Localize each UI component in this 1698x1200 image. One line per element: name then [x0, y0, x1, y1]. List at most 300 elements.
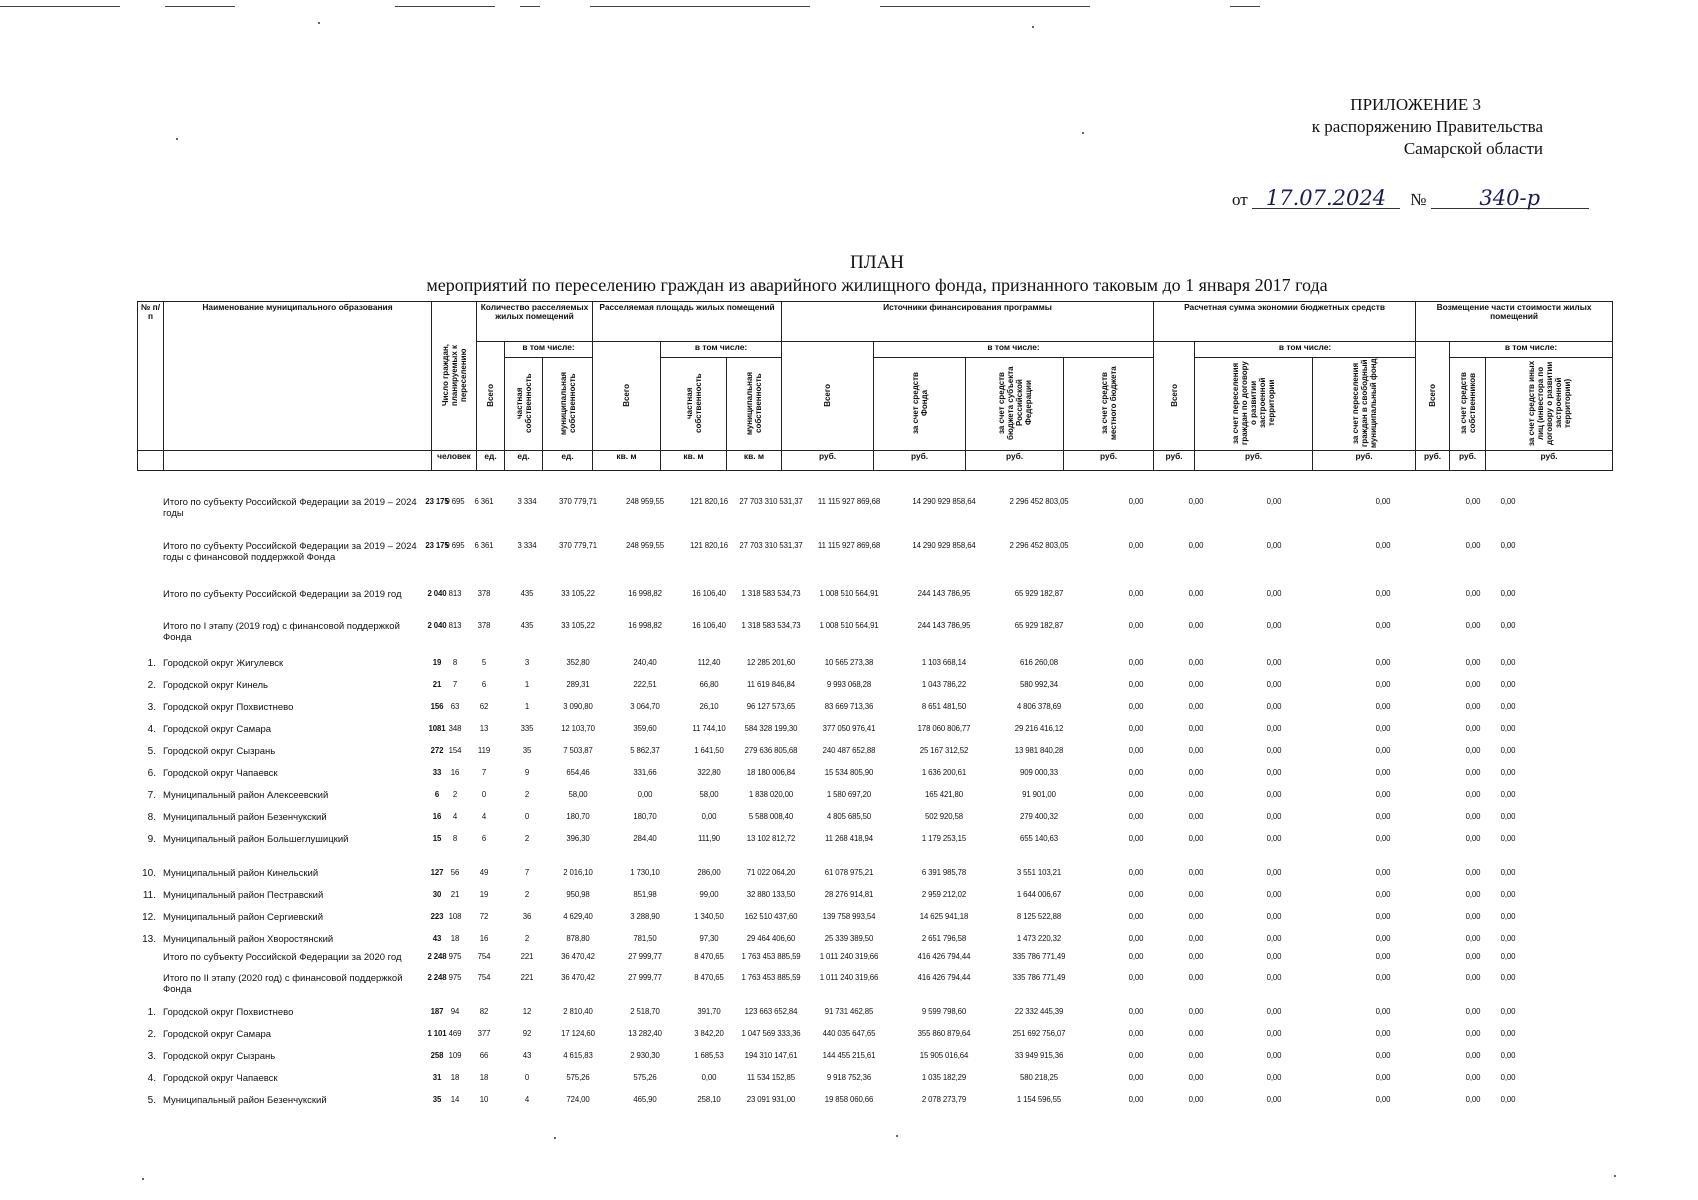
row-value-cell: 10 565 273,38 — [824, 658, 874, 667]
row-number: 8. — [147, 812, 156, 823]
row-value-cell: 2 — [524, 890, 530, 899]
row-value-cell: 19 — [432, 658, 442, 667]
row-value-cell: 43 — [522, 1051, 532, 1060]
row-value-cell: 6 391 985,78 — [921, 868, 967, 877]
row-value-cell: 119 — [477, 746, 491, 755]
row-value-cell: 0,00 — [1128, 1073, 1144, 1082]
row-value-cell: 32 880 133,50 — [746, 890, 796, 899]
row-value-cell: 2 651 796,58 — [921, 934, 967, 943]
row-value-cell: 17 124,60 — [561, 1029, 595, 1038]
row-value-cell: 0,00 — [1266, 746, 1282, 755]
row-value-cell: 11 115 927 869,68 — [817, 497, 881, 506]
row-value-cell: 331,66 — [633, 768, 657, 777]
row-value-cell: 0,00 — [1266, 812, 1282, 821]
row-value-cell: 4 629,40 — [563, 912, 593, 921]
row-value-cell: 0,00 — [1128, 724, 1144, 733]
row-value-cell: 2 040 — [427, 589, 447, 598]
row-value-cell: 465,90 — [633, 1095, 657, 1104]
row-municipality-name: Муниципальный район Хворостянский — [163, 934, 334, 945]
row-value-cell: 0,00 — [1500, 1095, 1516, 1104]
row-value-cell: 244 143 786,95 — [917, 589, 971, 598]
row-value-cell: 0,00 — [1266, 912, 1282, 921]
row-value-cell: 0,00 — [1500, 589, 1516, 598]
row-value-cell: 0,00 — [1266, 1029, 1282, 1038]
row-value-cell: 335 786 771,49 — [1012, 973, 1066, 982]
row-value-cell: 0,00 — [1465, 724, 1481, 733]
row-value-cell: 2 959 212,02 — [921, 890, 967, 899]
row-value-cell: 6 361 — [474, 541, 494, 550]
row-value-cell: 49 — [479, 868, 489, 877]
row-value-cell: 0,00 — [1375, 1051, 1391, 1060]
row-value-cell: 7 — [452, 680, 458, 689]
row-value-cell: 91 901,00 — [1022, 790, 1056, 799]
row-value-cell: 144 455 215,61 — [822, 1051, 876, 1060]
header-group-area: Расселяемая площадь жилых помещений — [593, 302, 782, 342]
row-value-cell: 975 — [448, 973, 462, 982]
row-value-cell: 359,60 — [633, 724, 657, 733]
row-value-cell: 2 248 — [427, 973, 447, 982]
row-value-cell: 391,70 — [697, 1007, 721, 1016]
row-value-cell: 139 758 993,54 — [822, 912, 876, 921]
row-value-cell: 18 — [450, 934, 460, 943]
row-value-cell: 9 695 — [445, 541, 465, 550]
row-value-cell: 0,00 — [1266, 1095, 1282, 1104]
row-value-cell: 0,00 — [1188, 680, 1204, 689]
row-number: 3. — [147, 1051, 156, 1062]
row-value-cell: 121 820,16 — [689, 541, 729, 550]
row-value-cell: 0,00 — [1266, 868, 1282, 877]
row-value-cell: 0,00 — [1375, 890, 1391, 899]
row-value-cell: 12 103,70 — [561, 724, 595, 733]
row-value-cell: 1 644 006,67 — [1016, 890, 1062, 899]
row-value-cell: 813 — [448, 589, 462, 598]
row-value-cell: 0,00 — [1465, 658, 1481, 667]
row-value-cell: 878,80 — [566, 934, 590, 943]
row-value-cell: 0,00 — [1266, 724, 1282, 733]
row-value-cell: 0,00 — [1500, 1007, 1516, 1016]
row-value-cell: 352,80 — [566, 658, 590, 667]
row-value-cell: 8 470,65 — [694, 973, 724, 982]
row-value-cell: 82 — [479, 1007, 489, 1016]
header-group-economy: Расчетная сумма экономии бюджетных средств — [1154, 302, 1416, 342]
plan-table-header — [137, 301, 1613, 471]
row-value-cell: 0,00 — [1188, 1029, 1204, 1038]
row-value-cell: 435 — [520, 621, 534, 630]
row-value-cell: 7 — [524, 868, 530, 877]
row-value-cell: 0,00 — [1188, 868, 1204, 877]
row-value-cell: 0,00 — [1500, 702, 1516, 711]
row-value-cell: 36 — [522, 912, 532, 921]
row-number: 5. — [147, 746, 156, 757]
header-fin-local: за счет средств местного бюджета — [1064, 358, 1154, 451]
row-municipality-name: Муниципальный район Безенчукский — [163, 1095, 327, 1106]
row-value-cell: 0,00 — [1266, 973, 1282, 982]
table-row — [137, 826, 1611, 850]
row-value-cell: 0,00 — [1128, 912, 1144, 921]
row-value-cell: 31 — [432, 1073, 442, 1082]
row-value-cell: 370 779,71 — [558, 541, 598, 550]
header-incl: в том числе: — [1195, 342, 1416, 358]
row-value-cell: 248 959,55 — [625, 541, 665, 550]
row-value-cell: 0,00 — [1465, 790, 1481, 799]
row-value-cell: 0,00 — [1188, 912, 1204, 921]
row-value-cell: 355 860 879,64 — [917, 1029, 971, 1038]
row-value-cell: 156 — [430, 702, 444, 711]
row-value-cell: 2 — [452, 790, 458, 799]
row-value-cell: 63 — [450, 702, 460, 711]
row-value-cell: 92 — [522, 1029, 532, 1038]
row-value-cell: 33 105,22 — [561, 589, 595, 598]
row-value-cell: 0,00 — [1375, 541, 1391, 550]
row-value-cell: 6 — [481, 834, 487, 843]
unit-cell: кв. м — [661, 451, 727, 471]
unit-cell: руб. — [1450, 451, 1486, 471]
row-municipality-name: Итого по субъекту Российской Федерации за 2019 – 2024 годы с финансовой поддержкой Фонда — [163, 541, 417, 563]
row-value-cell: 19 — [479, 890, 489, 899]
row-value-cell: 108 — [448, 912, 462, 921]
date-prefix: от — [1232, 190, 1248, 209]
row-value-cell: 0,00 — [1500, 724, 1516, 733]
row-municipality-name: Городской округ Сызрань — [163, 1051, 276, 1062]
row-value-cell: 2 040 — [427, 621, 447, 630]
row-value-cell: 584 328 199,30 — [744, 724, 798, 733]
row-value-cell: 0,00 — [1188, 621, 1204, 630]
row-value-cell: 6 — [434, 790, 440, 799]
row-number: 12. — [142, 912, 156, 923]
row-value-cell: 289,31 — [566, 680, 590, 689]
row-value-cell: 0,00 — [1465, 746, 1481, 755]
header-econ-total: Всего — [1154, 342, 1195, 451]
unit-cell: руб. — [1195, 451, 1313, 471]
row-value-cell: 25 339 389,50 — [824, 934, 874, 943]
row-value-cell: 23 091 931,00 — [746, 1095, 796, 1104]
row-municipality-name: Итого по субъекту Российской Федерации за 2020 год — [163, 952, 402, 963]
row-value-cell: 1 101 — [427, 1029, 447, 1038]
row-value-cell: 0,00 — [1188, 497, 1204, 506]
row-value-cell: 0,00 — [1375, 834, 1391, 843]
row-value-cell: 23 175 — [425, 541, 449, 550]
row-value-cell: 66,80 — [699, 680, 719, 689]
row-value-cell: 11 619 846,84 — [747, 680, 795, 689]
header-area-total: Всего — [593, 342, 661, 451]
row-value-cell: 0,00 — [1188, 934, 1204, 943]
row-value-cell: 0,00 — [1128, 658, 1144, 667]
row-value-cell: 65 929 182,87 — [1014, 589, 1064, 598]
row-value-cell: 4 806 378,69 — [1016, 702, 1062, 711]
row-value-cell: 21 — [432, 680, 442, 689]
row-value-cell: 0,00 — [1465, 1029, 1481, 1038]
plan-subtitle: мероприятий по переселению граждан из аварийного жилищного фонда, признанного таковым до 1 января 2017 года — [426, 275, 1328, 295]
row-value-cell: 975 — [448, 952, 462, 961]
row-value-cell: 112,40 — [697, 658, 721, 667]
row-value-cell: 240 487 652,88 — [822, 746, 876, 755]
row-value-cell: 36 470,42 — [561, 973, 595, 982]
row-value-cell: 279 400,32 — [1019, 812, 1059, 821]
header-fin-total: Всего — [782, 342, 874, 451]
row-value-cell: 1 763 453 885,59 — [741, 952, 801, 961]
row-value-cell: 0,00 — [1375, 912, 1391, 921]
row-number: 7. — [147, 790, 156, 801]
row-value-cell: 0,00 — [1266, 621, 1282, 630]
row-value-cell: 2 078 273,79 — [921, 1095, 967, 1104]
row-value-cell: 29 464 406,60 — [746, 934, 796, 943]
row-value-cell: 0,00 — [1128, 746, 1144, 755]
row-value-cell: 0,00 — [1188, 658, 1204, 667]
row-value-cell: 14 — [450, 1095, 460, 1104]
row-value-cell: 0,00 — [1500, 973, 1516, 982]
row-value-cell: 3 842,20 — [694, 1029, 724, 1038]
row-value-cell: 7 — [481, 768, 487, 777]
row-value-cell: 754 — [477, 952, 491, 961]
row-municipality-name: Муниципальный район Большеглушицкий — [163, 834, 349, 845]
row-value-cell: 0,00 — [1266, 934, 1282, 943]
row-municipality-name: Городской округ Чапаевск — [163, 1073, 278, 1084]
header-group-finance: Источники финансирования программы — [782, 302, 1154, 342]
unit-cell: ед. — [477, 451, 505, 471]
row-value-cell: 1 043 786,22 — [921, 680, 967, 689]
row-value-cell: 0,00 — [1465, 768, 1481, 777]
row-value-cell: 165 421,80 — [924, 790, 964, 799]
header-fin-fund: за счет средств Фонда — [874, 358, 966, 451]
row-value-cell: 0,00 — [1188, 890, 1204, 899]
row-value-cell: 18 — [479, 1073, 489, 1082]
row-value-cell: 180,70 — [566, 812, 590, 821]
row-municipality-name: Городской округ Сызрань — [163, 746, 276, 757]
row-municipality-name: Городской округ Самара — [163, 1029, 272, 1040]
row-value-cell: 0,00 — [1128, 1095, 1144, 1104]
row-value-cell: 3 288,90 — [630, 912, 660, 921]
row-value-cell: 33 949 915,36 — [1014, 1051, 1064, 1060]
row-value-cell: 575,26 — [633, 1073, 657, 1082]
row-value-cell: 0,00 — [1128, 1029, 1144, 1038]
table-total-row — [137, 494, 1611, 518]
row-value-cell: 0,00 — [1266, 790, 1282, 799]
row-value-cell: 16 998,82 — [628, 621, 662, 630]
row-value-cell: 0,00 — [1266, 768, 1282, 777]
row-value-cell: 0,00 — [1266, 834, 1282, 843]
row-value-cell: 1 838 020,00 — [748, 790, 794, 799]
row-value-cell: 370 779,71 — [558, 497, 598, 506]
row-value-cell: 0 — [524, 812, 530, 821]
row-value-cell: 0,00 — [1188, 541, 1204, 550]
scan-speck — [176, 138, 178, 140]
row-value-cell: 0,00 — [1188, 768, 1204, 777]
row-value-cell: 416 426 794,44 — [917, 952, 971, 961]
row-value-cell: 0,00 — [1188, 724, 1204, 733]
row-value-cell: 0,00 — [1188, 834, 1204, 843]
unit-cell: руб. — [1486, 451, 1613, 471]
row-value-cell: 580 218,25 — [1019, 1073, 1059, 1082]
row-value-cell: 94 — [450, 1007, 460, 1016]
row-value-cell: 1 763 453 885,59 — [741, 973, 801, 982]
row-value-cell: 0,00 — [1500, 868, 1516, 877]
row-number: 13. — [142, 934, 156, 945]
handwritten-number: 340-р — [1431, 188, 1589, 209]
row-value-cell: 5 — [481, 658, 487, 667]
row-value-cell: 348 — [448, 724, 462, 733]
row-value-cell: 0,00 — [1465, 934, 1481, 943]
row-value-cell: 0,00 — [1128, 680, 1144, 689]
number-prefix: № — [1410, 190, 1427, 209]
row-value-cell: 2 248 — [427, 952, 447, 961]
row-value-cell: 378 — [477, 621, 491, 630]
scan-speck — [554, 1137, 556, 1139]
row-value-cell: 1 636 200,61 — [921, 768, 967, 777]
unit-cell: руб. — [1064, 451, 1154, 471]
row-number: 2. — [147, 1029, 156, 1040]
row-value-cell: 10 — [479, 1095, 489, 1104]
row-value-cell: 0,00 — [1500, 812, 1516, 821]
row-value-cell: 30 — [432, 890, 442, 899]
row-value-cell: 12 285 201,60 — [746, 658, 796, 667]
row-value-cell: 0,00 — [1500, 680, 1516, 689]
row-value-cell: 43 — [432, 934, 442, 943]
row-value-cell: 15 — [432, 834, 442, 843]
row-value-cell: 71 022 064,20 — [746, 868, 796, 877]
row-value-cell: 13 981 840,28 — [1014, 746, 1064, 755]
row-value-cell: 0,00 — [1188, 952, 1204, 961]
row-value-cell: 18 180 006,84 — [746, 768, 796, 777]
row-value-cell: 36 470,42 — [561, 952, 595, 961]
row-value-cell: 851,98 — [633, 890, 657, 899]
header-econ-free-fund: за счет переселения граждан в свободный муниципальный фонд — [1313, 358, 1416, 451]
row-value-cell: 58,00 — [699, 790, 719, 799]
table-row — [137, 882, 1611, 906]
row-value-cell: 0,00 — [1465, 1051, 1481, 1060]
row-value-cell: 62 — [479, 702, 489, 711]
row-value-cell: 96 127 573,65 — [746, 702, 796, 711]
row-value-cell: 0,00 — [1188, 746, 1204, 755]
row-value-cell: 223 — [430, 912, 444, 921]
table-row — [137, 904, 1611, 928]
row-value-cell: 1 011 240 319,66 — [819, 973, 879, 982]
row-value-cell: 435 — [520, 589, 534, 598]
row-value-cell: 1 — [524, 680, 530, 689]
row-value-cell: 1 103 668,14 — [921, 658, 967, 667]
row-value-cell: 258,10 — [697, 1095, 721, 1104]
row-number: 9. — [147, 834, 156, 845]
row-value-cell: 0,00 — [1465, 541, 1481, 550]
row-value-cell: 194 310 147,61 — [744, 1051, 798, 1060]
row-value-cell: 909 000,33 — [1019, 768, 1059, 777]
row-value-cell: 0,00 — [1375, 680, 1391, 689]
row-value-cell: 0,00 — [1266, 1073, 1282, 1082]
header-qty-municipal: муниципальная собственность — [543, 358, 593, 451]
header-comp-investor: за счет средств иных лиц (инвестора по договору о развитии застроенной территории) — [1486, 358, 1613, 451]
unit-cell: человек — [432, 451, 477, 471]
row-value-cell: 9 599 798,60 — [921, 1007, 967, 1016]
row-municipality-name: Городской округ Самара — [163, 724, 272, 735]
scan-edge-line — [1230, 6, 1260, 7]
unit-cell — [138, 451, 164, 471]
row-value-cell: 0,00 — [1266, 589, 1282, 598]
row-value-cell: 15 905 016,64 — [919, 1051, 969, 1060]
row-value-cell: 8 651 481,50 — [921, 702, 967, 711]
row-value-cell: 0,00 — [1465, 1073, 1481, 1082]
unit-cell: руб. — [1416, 451, 1450, 471]
row-value-cell: 2 016,10 — [563, 868, 593, 877]
row-value-cell: 322,80 — [697, 768, 721, 777]
plan-title: ПЛАН — [849, 252, 905, 273]
header-incl: в том числе: — [1450, 342, 1613, 358]
row-value-cell: 950,98 — [566, 890, 590, 899]
row-value-cell: 0 — [481, 790, 487, 799]
row-value-cell: 0,00 — [1266, 658, 1282, 667]
row-value-cell: 178 060 806,77 — [917, 724, 971, 733]
row-value-cell: 1 730,10 — [630, 868, 660, 877]
row-value-cell: 4 805 685,50 — [826, 812, 872, 821]
row-value-cell: 1 641,50 — [694, 746, 724, 755]
unit-cell: ед. — [543, 451, 593, 471]
row-value-cell: 97,30 — [699, 934, 719, 943]
row-value-cell: 0,00 — [1266, 890, 1282, 899]
row-value-cell: 0,00 — [1266, 702, 1282, 711]
row-value-cell: 35 — [432, 1095, 442, 1104]
row-value-cell: 18 — [450, 1073, 460, 1082]
row-value-cell: 8 — [452, 658, 458, 667]
table-row — [137, 860, 1611, 884]
unit-cell: кв. м — [727, 451, 782, 471]
row-value-cell: 0,00 — [1500, 621, 1516, 630]
appendix-title: ПРИЛОЖЕНИЕ 3 — [1350, 95, 1481, 114]
row-value-cell: 1 179 253,15 — [921, 834, 967, 843]
header-incl: в том числе: — [874, 342, 1154, 358]
scan-speck — [896, 1135, 898, 1137]
row-value-cell: 121 820,16 — [689, 497, 729, 506]
row-value-cell: 0,00 — [1188, 973, 1204, 982]
row-municipality-name: Муниципальный район Кинельский — [163, 868, 319, 879]
row-value-cell: 11 744,10 — [692, 724, 726, 733]
header-area-municipal: муниципальная собственность — [727, 358, 782, 451]
row-value-cell: 25 167 312,52 — [919, 746, 969, 755]
scan-speck — [1614, 1175, 1616, 1177]
row-value-cell: 14 625 941,18 — [919, 912, 969, 921]
row-value-cell: 56 — [450, 868, 460, 877]
row-value-cell: 0,00 — [1465, 589, 1481, 598]
row-value-cell: 284,40 — [633, 834, 657, 843]
scan-edge-line — [590, 6, 810, 7]
row-value-cell: 23 175 — [425, 497, 449, 506]
row-value-cell: 0,00 — [1128, 934, 1144, 943]
row-value-cell: 2 296 452 803,05 — [1009, 497, 1069, 506]
row-value-cell: 33 105,22 — [561, 621, 595, 630]
row-value-cell: 66 — [479, 1051, 489, 1060]
row-value-cell: 16 106,40 — [692, 621, 726, 630]
row-value-cell: 27 999,77 — [628, 952, 662, 961]
unit-cell — [164, 451, 432, 471]
table-row — [137, 1043, 1611, 1067]
row-value-cell: 0,00 — [1266, 497, 1282, 506]
header-name: Наименование муниципального образования — [164, 302, 432, 451]
unit-cell: руб. — [1313, 451, 1416, 471]
row-value-cell: 240,40 — [633, 658, 657, 667]
row-value-cell: 72 — [479, 912, 489, 921]
row-value-cell: 0,00 — [1128, 812, 1144, 821]
row-value-cell: 11 115 927 869,68 — [817, 541, 881, 550]
row-value-cell: 4 — [452, 812, 458, 821]
row-number: 3. — [147, 702, 156, 713]
row-value-cell: 0,00 — [1375, 724, 1391, 733]
appendix-header — [1312, 94, 1543, 160]
row-value-cell: 1 580 697,20 — [826, 790, 872, 799]
row-municipality-name: Муниципальный район Сергиевский — [163, 912, 323, 923]
row-value-cell: 15 534 805,90 — [824, 768, 874, 777]
row-value-cell: 26,10 — [699, 702, 719, 711]
row-value-cell: 813 — [448, 621, 462, 630]
row-value-cell: 83 669 713,36 — [824, 702, 874, 711]
table-total-row — [137, 538, 1611, 562]
row-value-cell: 0,00 — [1266, 1051, 1282, 1060]
